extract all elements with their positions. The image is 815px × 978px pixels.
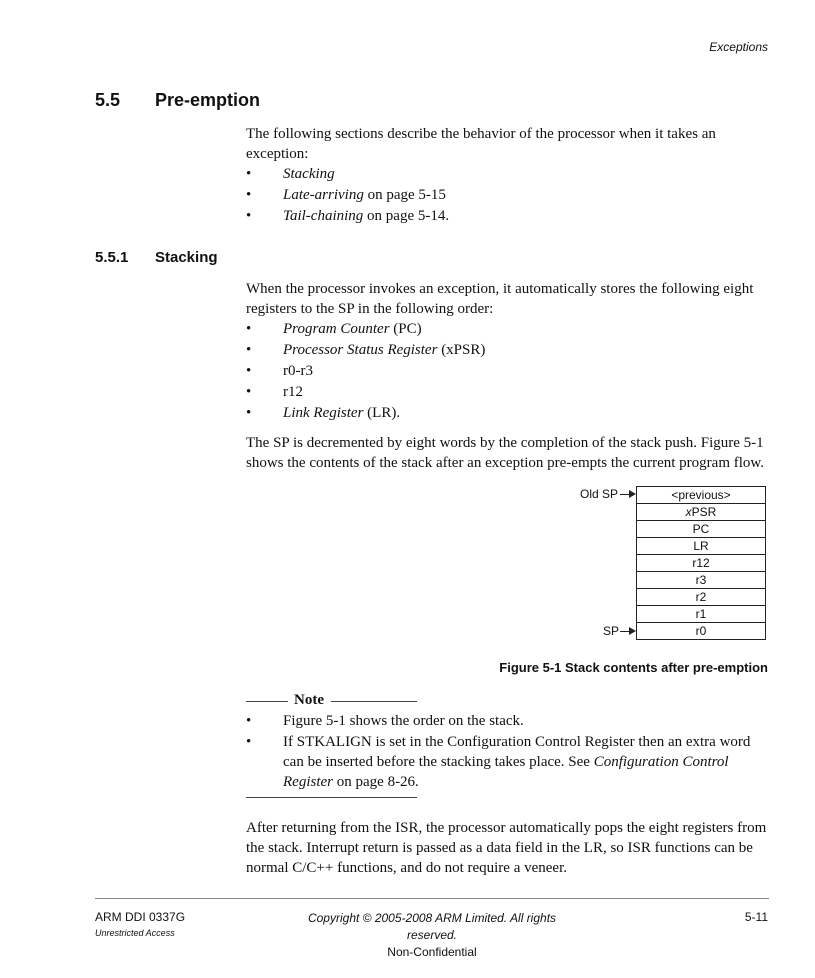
stacking-block (246, 279, 774, 473)
stacking-paragraph: When the processor invokes an exception, it automatically stores the following eight registers to the SP in the following order: (246, 281, 754, 317)
stack-cell-prefix: x (685, 505, 692, 519)
stack-cell: LR (637, 538, 766, 555)
list-item (246, 319, 774, 340)
stack-diagram (636, 486, 766, 640)
section-number: 5.5 (95, 90, 121, 110)
stack-cell: PC (637, 521, 766, 538)
stack-cell: <previous> (637, 487, 766, 504)
list-item-text: r12 (283, 384, 303, 400)
note-item-text: on page 8-26. (333, 774, 419, 790)
list-item-text: on page 5-15 (363, 187, 446, 203)
stack-cell: r2 (637, 589, 766, 606)
list-item-term: Processor Status Register (283, 342, 438, 358)
list-item (246, 732, 774, 792)
subsection-title: Stacking (155, 249, 218, 266)
closing-block (246, 818, 774, 878)
list-item (246, 403, 774, 424)
arrow-right-icon (629, 490, 636, 498)
note-title: Note (294, 692, 324, 708)
list-item-term: Program Counter (283, 321, 390, 337)
closing-paragraph: After returning from the ISR, the processor automatically pops the eight registers from the stack. Interrupt return is passed as a data field in the LR, so ISR functions can be normal C/C++ functions, and do not require a veneer. (246, 820, 767, 876)
list-item (246, 185, 774, 206)
stack-cell: r12 (637, 555, 766, 572)
stack-cell: r3 (637, 572, 766, 589)
old-sp-label: Old SP (580, 487, 619, 501)
list-item (246, 711, 774, 732)
intro-paragraph: The following sections describe the behavior of the processor when it takes an exception: (246, 126, 716, 162)
list-item-text: on page 5-14. (363, 208, 450, 224)
list-item (246, 340, 774, 361)
register-list (246, 319, 774, 424)
document-id: ARM DDI 0337G (95, 910, 186, 924)
list-item-text: (PC) (389, 321, 422, 337)
note-rule-left (246, 701, 288, 702)
list-item (246, 382, 774, 403)
sp-label: SP (603, 624, 620, 638)
list-item (246, 361, 774, 382)
stack-cell: r0 (637, 623, 766, 640)
running-header: Exceptions (709, 40, 768, 54)
arrow-right-icon (629, 627, 636, 635)
stack-cell (637, 504, 766, 521)
list-item-term: Link Register (283, 405, 364, 421)
late-arriving-link[interactable]: Late-arriving (283, 187, 364, 203)
figure-caption: Figure 5-1 Stack contents after pre-emption (499, 660, 768, 675)
access-label: Unrestricted Access (95, 928, 175, 938)
stack-cell-suffix: PSR (691, 505, 717, 519)
note-rule-right (331, 701, 417, 702)
confidentiality-text: Non-Confidential (387, 945, 477, 959)
stack-cell: r1 (637, 606, 766, 623)
configuration-control-register-link[interactable]: Configuration Control Register (283, 754, 729, 790)
stacking-paragraph-2: The SP is decremented by eight words by the completion of the stack push. Figure 5-1 shows the contents of the stack after an exception pre-empts the current program flow. (246, 435, 765, 471)
note-item-text: If STKALIGN is set in the Configuration Control Register then an extra word can be inserted before the stacking takes place. See (283, 734, 751, 770)
footer-copyright (282, 910, 582, 961)
list-item-text: (xPSR) (437, 342, 486, 358)
section-title: Pre-emption (155, 90, 261, 110)
list-item-text: (LR). (363, 405, 401, 421)
note-list (246, 711, 774, 792)
list-item (246, 206, 774, 227)
list-item-text: r0-r3 (283, 363, 313, 379)
intro-list (246, 164, 774, 227)
list-item (246, 164, 774, 185)
subsection-number: 5.5.1 (95, 249, 129, 266)
intro-block (246, 124, 774, 227)
note-item-text: Figure 5-1 shows the order on the stack. (283, 713, 524, 729)
note-block (246, 711, 774, 792)
copyright-text: Copyright © 2005-2008 ARM Limited. All rights reserved. (307, 911, 557, 942)
tail-chaining-link[interactable]: Tail-chaining (283, 208, 364, 224)
stacking-link[interactable]: Stacking (283, 166, 335, 182)
footer-rule (95, 898, 769, 899)
note-rule-bottom (246, 797, 417, 798)
page-number: 5-11 (744, 910, 768, 924)
